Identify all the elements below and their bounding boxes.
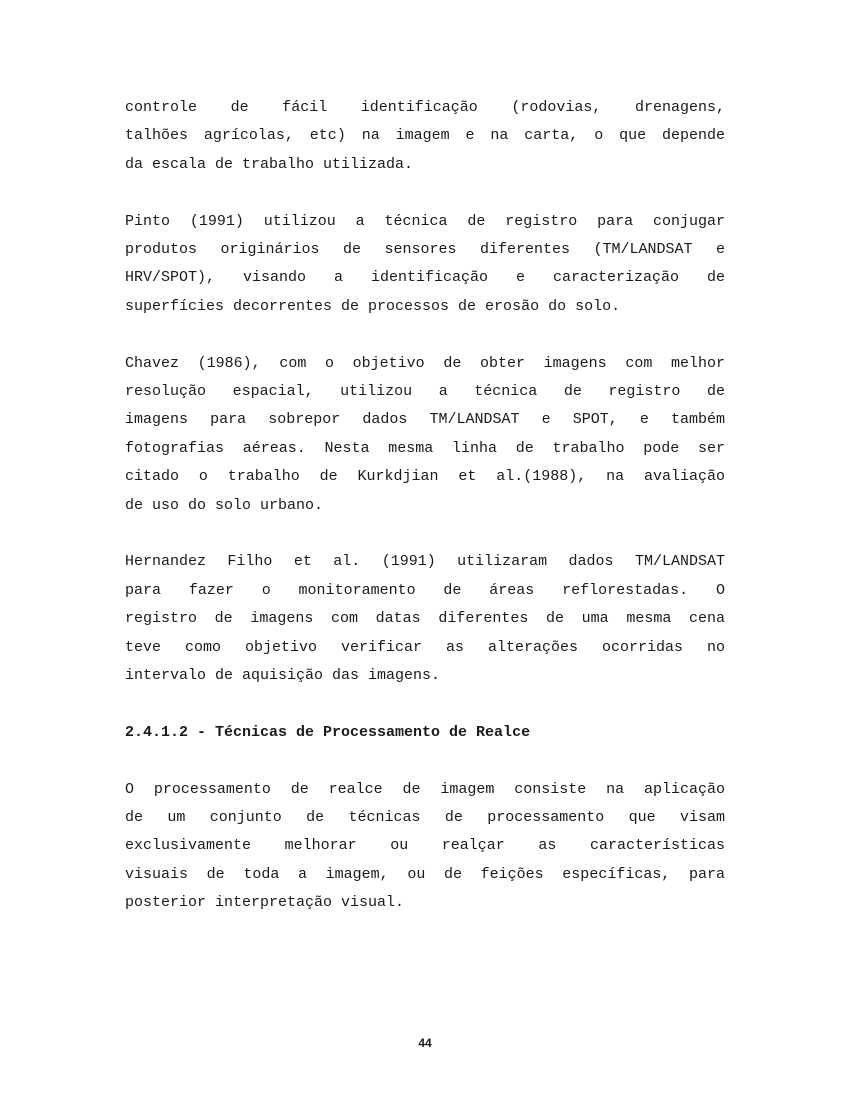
text-line: citado o trabalho de Kurkdjian et al.(1988), na avaliação: [125, 468, 725, 486]
text-line: HRV/SPOT), visando a identificação e caracterização de: [125, 269, 725, 287]
text-line: exclusivamente melhorar ou realçar as características: [125, 837, 725, 855]
text-line: controle de fácil identificação (rodovias, drenagens,: [125, 99, 725, 116]
text-line: Chavez (1986), com o objetivo de obter imagens com melhor: [125, 354, 725, 372]
paragraph-1: [125, 94, 725, 179]
text-line: produtos originários de sensores diferentes (TM/LANDSAT e: [125, 241, 725, 259]
document-body: [125, 94, 725, 946]
text-line: da escala de trabalho utilizada.: [125, 155, 414, 173]
text-line: superfícies decorrentes de processos de erosão do solo.: [125, 297, 621, 315]
text-line: Pinto (1991) utilizou a técnica de registro para conjugar: [125, 212, 725, 230]
text-line: imagens para sobrepor dados TM/LANDSAT e SPOT, e também: [125, 411, 725, 429]
page-number: 44: [418, 1036, 432, 1050]
text-line: Hernandez Filho et al. (1991) utilizaram dados TM/LANDSAT: [125, 553, 725, 571]
text-line: registro de imagens com datas diferentes de uma mesma cena: [125, 610, 725, 628]
text-line: resolução espacial, utilizou a técnica de registro de: [125, 383, 725, 401]
text-line: fotografias aéreas. Nesta mesma linha de trabalho pode ser: [125, 439, 725, 457]
text-line: teve como objetivo verificar as alterações ocorridas no: [125, 638, 725, 656]
paragraph-3: [125, 350, 725, 520]
text-line: de uso do solo urbano.: [125, 496, 324, 514]
text-line: talhões agrícolas, etc) na imagem e na carta, o que depende: [125, 127, 725, 145]
section-heading: 2.4.1.2 - Técnicas de Processamento de Realce: [125, 723, 531, 741]
text-line: posterior interpretação visual.: [125, 894, 405, 912]
text-line: de um conjunto de técnicas de processamento que visam: [125, 809, 725, 827]
text-line: para fazer o monitoramento de áreas reflorestadas. O: [125, 581, 725, 599]
paragraph-4: [125, 548, 725, 690]
paragraph-5: [125, 776, 725, 918]
text-line: O processamento de realce de imagem consiste na aplicação: [125, 780, 725, 798]
text-line: visuais de toda a imagem, ou de feições específicas, para: [125, 865, 725, 883]
text-line: intervalo de aquisição das imagens.: [125, 667, 441, 685]
paragraph-2: [125, 208, 725, 322]
